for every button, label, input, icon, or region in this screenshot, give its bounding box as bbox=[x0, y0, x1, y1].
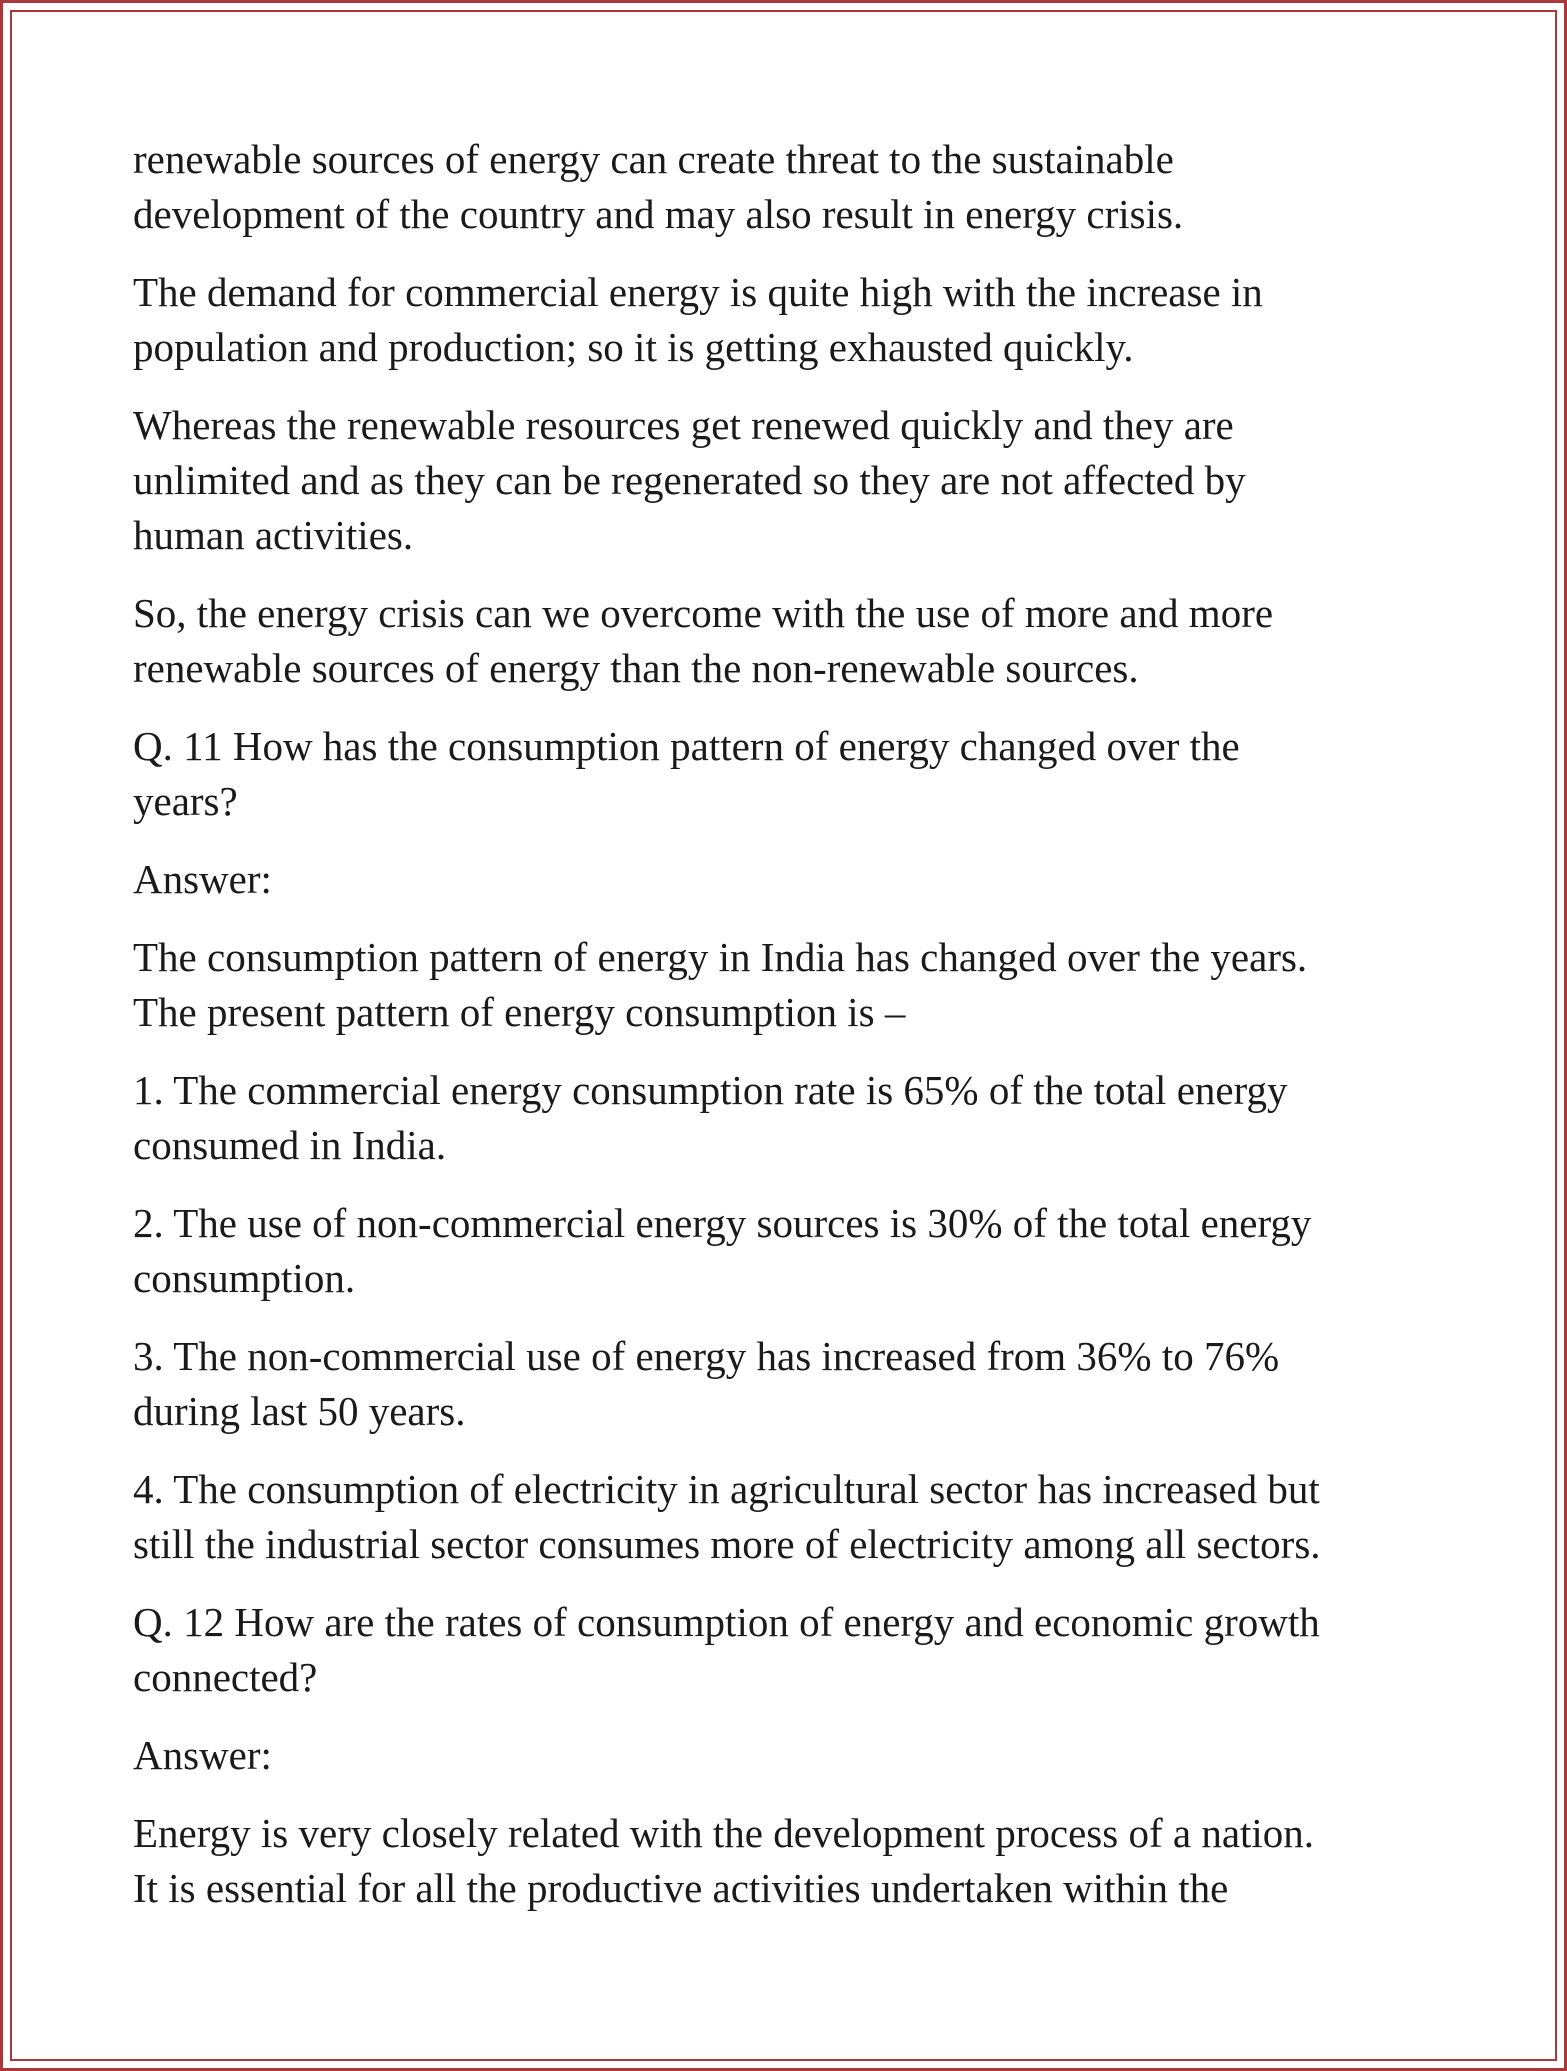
paragraph-energy-crisis: So, the energy crisis can we overcome with the use of more and more renewable sources of energy than the non-renewable sources. bbox=[133, 590, 1274, 691]
paragraph-commercial-demand: The demand for commercial energy is quite high with the increase in population and production; so it is getting exhausted quickly. bbox=[133, 269, 1263, 370]
answer-11-point-1: 1. The commercial energy consumption rate is 65% of the total energy consumed in India. bbox=[133, 1067, 1288, 1168]
answer-11-point-3: 3. The non-commercial use of energy has increased from 36% to 76% during last 50 years. bbox=[133, 1333, 1280, 1434]
question-12: Q. 12 How are the rates of consumption of energy and economic growth connected? bbox=[133, 1599, 1320, 1700]
answer-label-12: Answer: bbox=[133, 1732, 272, 1778]
paragraph-continuation: renewable sources of energy can create threat to the sustainable development of the country and may also result in energy crisis. bbox=[133, 136, 1184, 237]
answer-11-intro: The consumption pattern of energy in India has changed over the years. The present pattern of energy consumption is – bbox=[133, 934, 1308, 1035]
paragraph-renewable-resources: Whereas the renewable resources get renewed quickly and they are unlimited and as they can be regenerated so they are not affected by human activities. bbox=[133, 402, 1246, 558]
answer-11-point-2: 2. The use of non-commercial energy sources is 30% of the total energy consumption. bbox=[133, 1200, 1312, 1301]
question-11: Q. 11 How has the consumption pattern of energy changed over the years? bbox=[133, 723, 1240, 824]
document-body bbox=[133, 132, 1463, 1939]
answer-label-11: Answer: bbox=[133, 856, 272, 902]
answer-12-text: Energy is very closely related with the development process of a nation. It is essential for all the productive activities undertaken within the bbox=[133, 1810, 1315, 1911]
answer-11-point-4: 4. The consumption of electricity in agricultural sector has increased but still the industrial sector consumes more of electricity among all sectors. bbox=[133, 1466, 1321, 1567]
